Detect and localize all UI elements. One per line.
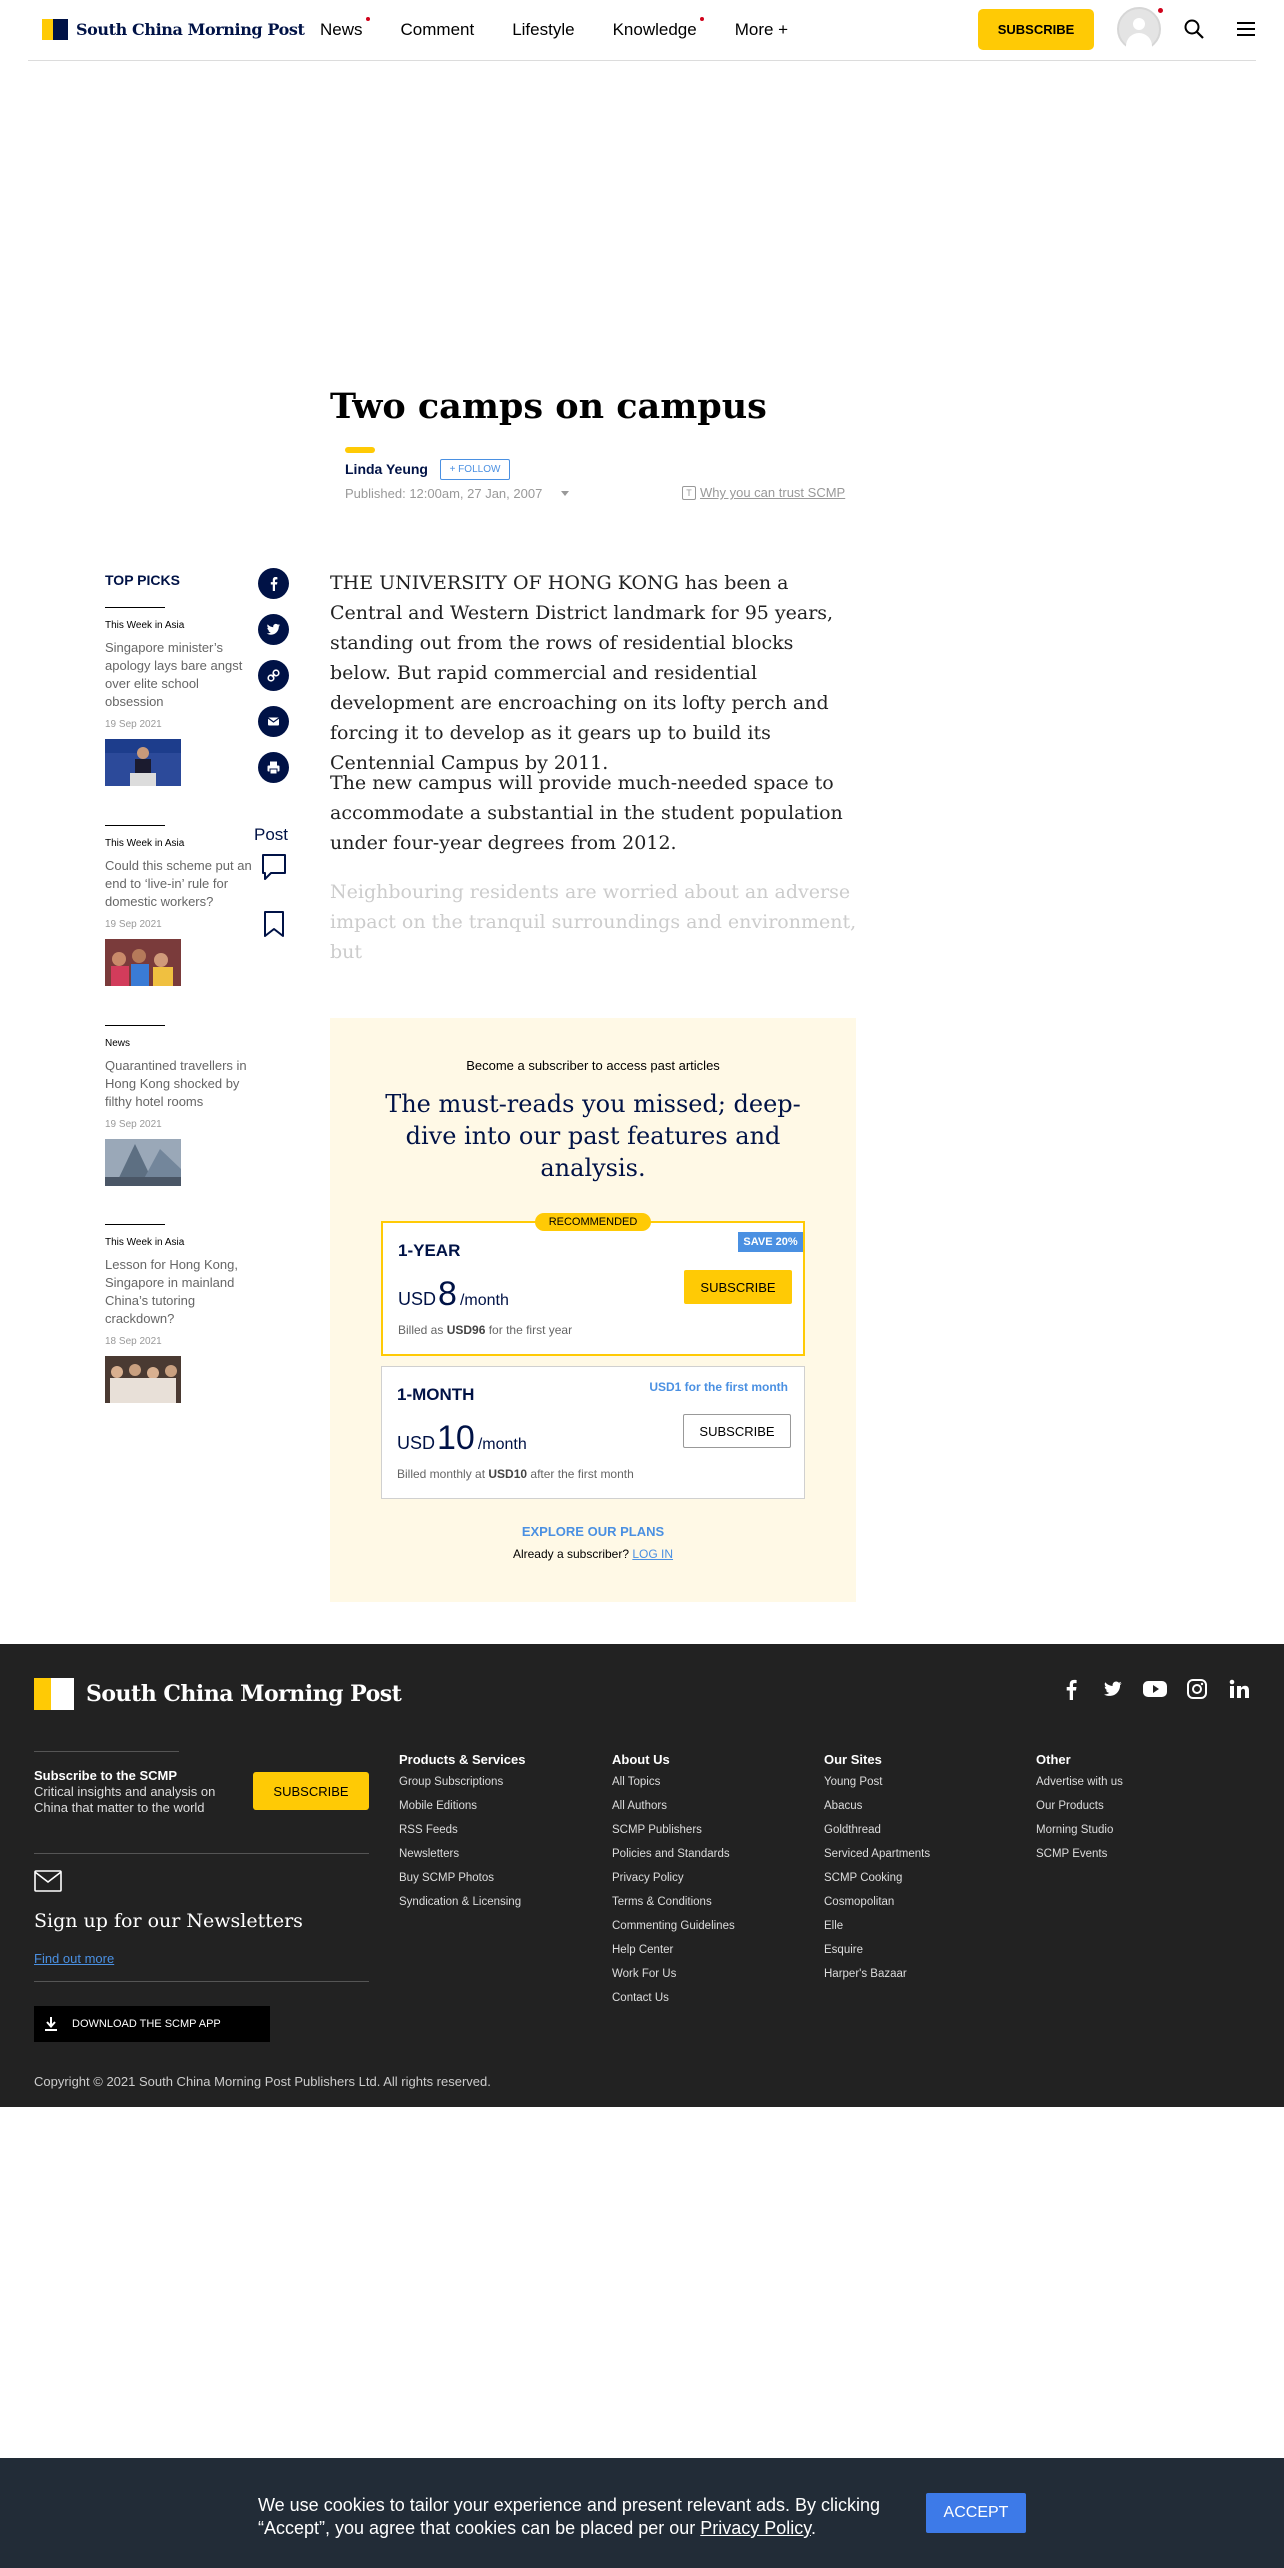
footer-logo-text: South China Morning Post (86, 1681, 402, 1707)
billing-note: Billed monthly at USD10 after the first month (397, 1467, 634, 1481)
pick-title[interactable]: Quarantined travellers in Hong Kong shocked by filthy hotel rooms (105, 1058, 247, 1109)
pick-section: This Week in Asia (105, 620, 185, 631)
footer-link[interactable]: All Topics (612, 1776, 661, 1788)
subscribe-1-month-button[interactable]: SUBSCRIBE (683, 1414, 791, 1448)
cookie-text: We use cookies to tailor your experience and present relevant ads. By clicking “Accept”, you agree that cookies can be placed per our Privacy Policy. (258, 2495, 880, 2538)
top-pick-item[interactable] (105, 607, 255, 791)
plan-card-1-month[interactable] (381, 1366, 805, 1499)
footer-link[interactable]: Elle (824, 1920, 844, 1932)
footer-link[interactable]: Newsletters (399, 1848, 460, 1860)
plan-price (398, 1275, 509, 1314)
logo-mark-icon (34, 1678, 74, 1710)
footer-column-heading: Our Sites (824, 1752, 882, 1767)
footer-link[interactable]: Policies and Standards (612, 1848, 730, 1860)
top-picks-heading: TOP PICKS (105, 572, 180, 588)
footer-subscribe-text: Critical insights and analysis on China that matter to the world (34, 1784, 216, 1815)
footer-link[interactable]: Mobile Editions (399, 1800, 477, 1812)
twitter-share-icon[interactable] (258, 614, 289, 645)
pick-title[interactable]: Lesson for Hong Kong, Singapore in mainland China’s tutoring crackdown? (105, 1257, 238, 1326)
pick-date: 19 Sep 2021 (105, 1119, 162, 1130)
pick-section: News (105, 1038, 131, 1049)
nav-comment[interactable] (401, 20, 475, 40)
download-icon (44, 2016, 58, 2032)
cookie-banner (0, 2458, 1284, 2568)
footer-link[interactable]: Harper's Bazaar (824, 1968, 907, 1980)
recommended-badge: RECOMMENDED (535, 1213, 651, 1231)
social-links (1058, 1676, 1268, 1702)
footer-link[interactable]: SCMP Publishers (612, 1824, 702, 1836)
footer-column-sites (824, 1752, 930, 1992)
pick-date: 19 Sep 2021 (105, 719, 162, 730)
comment-icon[interactable] (261, 853, 287, 881)
footer-column-heading: Products & Services (399, 1752, 526, 1767)
article-title: Two camps on campus (330, 386, 767, 427)
trust-icon: T (682, 486, 696, 500)
download-app-button[interactable] (34, 2006, 270, 2042)
email-share-icon[interactable] (258, 706, 289, 737)
price-amount: 8 (438, 1275, 457, 1313)
bookmark-icon[interactable] (263, 910, 285, 938)
footer-link[interactable]: Buy SCMP Photos (399, 1872, 495, 1884)
twitter-icon[interactable] (1100, 1676, 1126, 1702)
facebook-share-icon[interactable] (258, 568, 289, 599)
footer-link[interactable]: Goldthread (824, 1824, 881, 1836)
footer-link[interactable]: Abacus (824, 1800, 863, 1812)
pick-thumbnail[interactable] (105, 1139, 181, 1186)
follow-button[interactable]: + FOLLOW (440, 459, 510, 480)
author-name[interactable]: Linda Yeung (345, 461, 428, 477)
footer-link[interactable]: SCMP Cooking (824, 1872, 903, 1884)
find-out-more-link[interactable]: Find out more (34, 1951, 115, 1966)
accept-cookies-button[interactable]: ACCEPT (926, 2493, 1026, 2533)
footer-link[interactable]: Esquire (824, 1944, 863, 1956)
nav-news[interactable] (320, 20, 363, 40)
notification-dot-icon (1158, 8, 1163, 13)
site-header (28, 0, 1256, 61)
footer-link[interactable]: RSS Feeds (399, 1824, 458, 1836)
footer-link[interactable]: Terms & Conditions (612, 1896, 712, 1908)
search-icon[interactable] (1183, 18, 1205, 40)
pick-section: This Week in Asia (105, 838, 185, 849)
chevron-down-icon[interactable] (561, 491, 569, 496)
paywall-box (330, 1018, 856, 1602)
subscribe-1-year-button[interactable]: SUBSCRIBE (684, 1270, 792, 1304)
top-pick-item[interactable] (105, 1025, 255, 1191)
nav-knowledge[interactable] (613, 20, 697, 40)
nav-more-label: More + (734, 20, 789, 39)
nav-more[interactable] (735, 20, 788, 40)
footer-link[interactable]: All Authors (612, 1800, 667, 1812)
pick-title[interactable]: Singapore minister’s apology lays bare angst over elite school obsession (105, 640, 243, 709)
explore-plans-link[interactable]: EXPLORE OUR PLANS (521, 1524, 665, 1539)
site-logo[interactable] (42, 19, 304, 40)
footer-link[interactable]: Commenting Guidelines (612, 1920, 735, 1932)
youtube-icon[interactable] (1142, 1676, 1168, 1702)
pick-thumbnail[interactable] (105, 939, 181, 986)
article-paragraph-faded: Neighbouring residents are worried about an adverse impact on the tranquil surroundings and environment, but (330, 881, 857, 963)
footer-link[interactable]: Serviced Apartments (824, 1848, 931, 1860)
footer-link[interactable]: Privacy Policy (612, 1872, 684, 1884)
print-icon[interactable] (258, 752, 289, 783)
logo-text: South China Morning Post (76, 20, 305, 39)
footer-subscribe-button[interactable]: SUBSCRIBE (253, 1772, 369, 1810)
footer-link[interactable]: Advertise with us (1036, 1776, 1123, 1788)
plan-name: 1-YEAR (398, 1241, 461, 1260)
paywall-headline: The must-reads you missed; deep-dive into our past features and analysis. (385, 1090, 801, 1182)
pick-date: 19 Sep 2021 (105, 919, 162, 930)
trust-link[interactable] (682, 485, 845, 500)
nav-comment-label: Comment (400, 20, 475, 39)
new-dot-icon (366, 17, 370, 21)
author-accent-bar (345, 447, 375, 453)
save-badge: SAVE 20% (738, 1232, 803, 1252)
price-amount: 10 (437, 1419, 475, 1457)
price-period: /month (459, 1292, 509, 1309)
nav-lifestyle[interactable] (512, 20, 574, 40)
footer-link[interactable]: Help Center (612, 1944, 674, 1956)
newsletter-title: Sign up for our Newsletters (34, 1910, 303, 1932)
linkedin-icon[interactable] (1226, 1676, 1252, 1702)
footer-column-heading: About Us (612, 1752, 670, 1767)
copyright: Copyright © 2021 South China Morning Post Publishers Ltd. All rights reserved. (34, 2074, 491, 2089)
post-comment-label[interactable]: Post (254, 825, 289, 844)
user-avatar-icon[interactable] (1117, 7, 1161, 51)
nav-news-label: News (320, 20, 363, 39)
top-pick-item[interactable] (105, 825, 255, 991)
footer-link[interactable]: Syndication & Licensing (399, 1896, 522, 1908)
price-period: /month (477, 1436, 527, 1453)
pick-thumbnail[interactable] (105, 1356, 181, 1403)
already-subscriber: Already a subscriber? LOG IN (512, 1547, 674, 1561)
menu-icon[interactable] (1235, 20, 1257, 38)
footer-link[interactable]: Contact Us (612, 1992, 669, 2004)
footer-subscribe-title: Subscribe to the SCMP (34, 1768, 178, 1783)
nav-knowledge-label: Knowledge (612, 20, 697, 39)
privacy-policy-link[interactable]: Privacy Policy (700, 2518, 811, 2538)
plan-name: 1-MONTH (397, 1385, 475, 1404)
pick-thumbnail[interactable] (105, 739, 181, 786)
footer-link[interactable]: Young Post (824, 1776, 883, 1788)
footer-column-products (399, 1752, 525, 1920)
price-currency: USD (397, 1433, 436, 1453)
footer-column-heading: Other (1036, 1752, 1071, 1767)
footer-link[interactable]: SCMP Events (1036, 1848, 1108, 1860)
article-paragraph: The new campus will provide much-needed space to accommodate a substantial in the student population under four-year degrees from 2012. (330, 772, 843, 854)
published-date: Published: 12:00am, 27 Jan, 2007 (345, 486, 543, 501)
instagram-icon[interactable] (1184, 1676, 1210, 1702)
pick-title[interactable]: Could this scheme put an end to ‘live-in’ rule for domestic workers? (105, 858, 252, 909)
top-pick-item[interactable] (105, 1224, 255, 1408)
billing-note: Billed as USD96 for the first year (398, 1323, 573, 1337)
footer-link[interactable]: Work For Us (612, 1968, 677, 1980)
mail-icon (34, 1870, 62, 1892)
pick-section: This Week in Asia (105, 1237, 185, 1248)
footer-link[interactable]: Our Products (1036, 1800, 1104, 1812)
price-currency: USD (398, 1289, 437, 1309)
footer-column-about (612, 1752, 735, 2016)
trust-label: Why you can trust SCMP (700, 485, 846, 500)
logo-mark-icon (42, 19, 68, 40)
nav-lifestyle-label: Lifestyle (512, 20, 575, 39)
footer-link[interactable]: Cosmopolitan (824, 1896, 895, 1908)
promo-label: USD1 for the first month (649, 1380, 788, 1394)
facebook-icon[interactable] (1058, 1676, 1084, 1702)
plan-price (397, 1419, 527, 1458)
paywall-subtitle: Become a subscriber to access past articles (466, 1058, 720, 1073)
footer-link[interactable]: Group Subscriptions (399, 1776, 504, 1788)
footer-link[interactable]: Morning Studio (1036, 1824, 1114, 1836)
article-paragraph: THE UNIVERSITY OF HONG KONG has been a Central and Western District landmark for 95 years, standing out from the rows of residential blocks below. But rapid commercial and residential development are encroaching on its lofty perch and forcing it to develop as it gears up to build its Centennial Campus by 2011. (330, 572, 834, 774)
copy-link-icon[interactable] (258, 660, 289, 691)
footer-column-other (1036, 1752, 1123, 1872)
site-footer (0, 1644, 1284, 2107)
new-dot-icon (700, 17, 704, 21)
header-subscribe-button[interactable]: SUBSCRIBE (978, 9, 1094, 50)
main-nav (320, 20, 826, 40)
login-link[interactable]: LOG IN (632, 1547, 674, 1561)
pick-date: 18 Sep 2021 (105, 1336, 162, 1347)
plan-card-1-year[interactable] (381, 1216, 805, 1356)
download-app-label: DOWNLOAD THE SCMP APP (72, 2018, 221, 2030)
footer-logo[interactable] (34, 1678, 401, 1710)
